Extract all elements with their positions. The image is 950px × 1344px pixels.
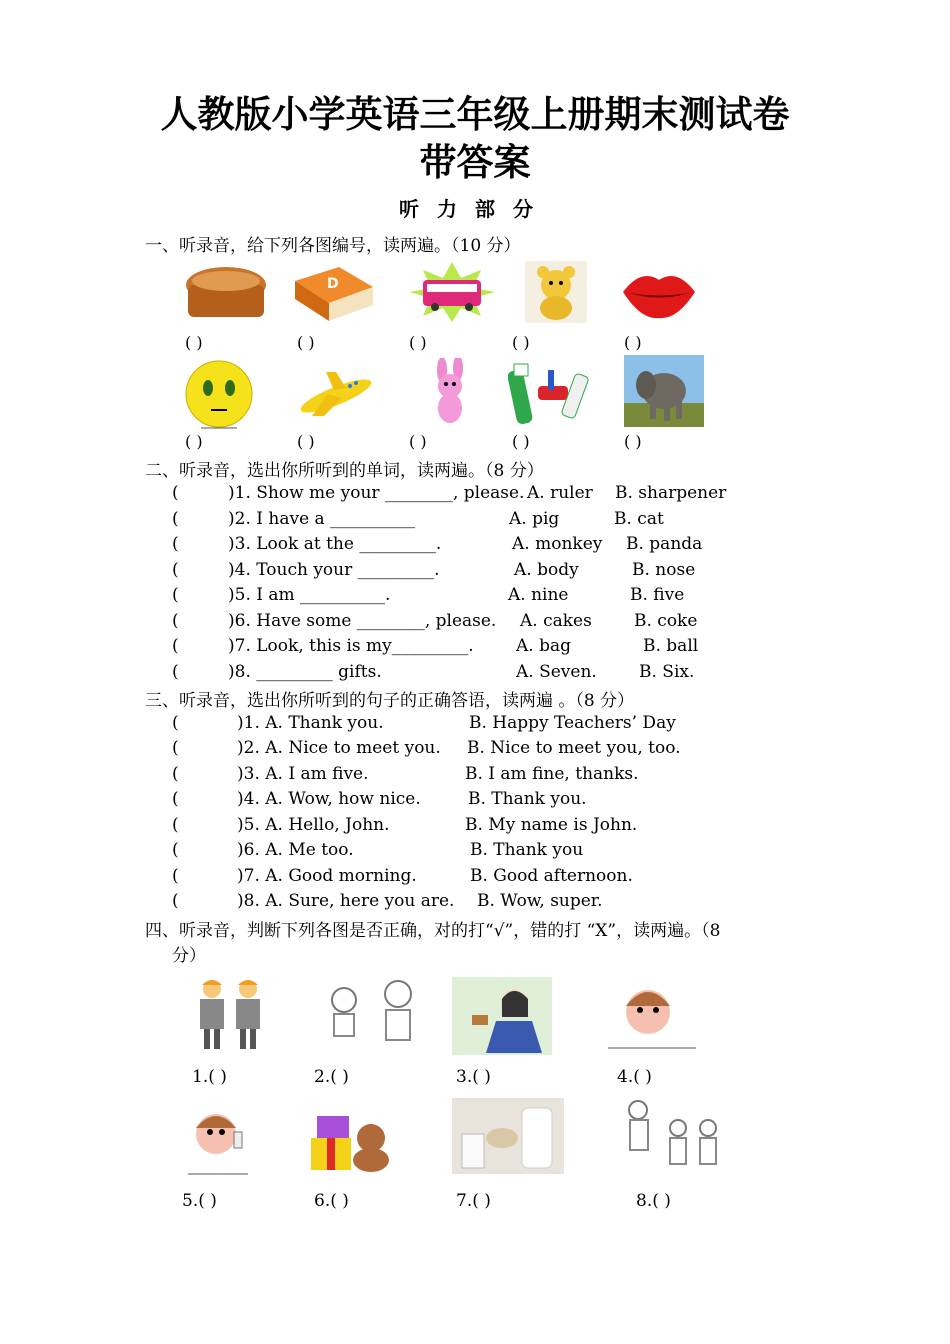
option-a: )5. A. Hello, John. (237, 815, 390, 835)
section-subtitle: 听力部分 (399, 197, 551, 221)
option-a: )3. A. I am five. (237, 764, 369, 784)
answer-blank: ( ) (297, 432, 315, 451)
svg-text:D: D (327, 276, 339, 292)
open-paren: ( (172, 560, 179, 580)
option-b: B. Wow, super. (477, 891, 603, 911)
answer-label-8: 8.( ) (636, 1191, 671, 1211)
option-b: B. I am fine, thanks. (465, 764, 639, 784)
section4-heading-cont: 分） (172, 946, 206, 966)
option-a: )2. A. Nice to meet you. (237, 738, 441, 758)
question-text: )7. Look, this is my_________. (228, 636, 474, 656)
option-a: A. Seven. (516, 662, 597, 682)
open-paren: ( (172, 764, 179, 784)
option-b: B. Good afternoon. (470, 866, 633, 886)
open-paren: ( (172, 585, 179, 605)
open-paren: ( (172, 891, 179, 911)
question-text: )1. Show me your ________, please. (228, 483, 525, 503)
option-a: A. ruler (527, 483, 593, 503)
open-paren: ( (172, 636, 179, 656)
bear-image (525, 261, 587, 323)
question-text: )8. _________ gifts. (228, 662, 382, 682)
answer-blank: ( ) (297, 333, 315, 352)
bread-image (180, 263, 272, 323)
option-b: B. ball (643, 636, 699, 656)
boy-phone-image (188, 1104, 252, 1176)
option-b: B. Thank you. (468, 789, 587, 809)
option-b: B. Thank you (470, 840, 584, 860)
boy-face-image (608, 978, 696, 1050)
option-b: B. Six. (639, 662, 695, 682)
option-a: A. body (514, 560, 579, 580)
open-paren: ( (172, 840, 179, 860)
option-b: B. nose (632, 560, 696, 580)
answer-label-5: 5.( ) (182, 1191, 217, 1211)
question-text: )4. Touch your _________. (228, 560, 440, 580)
gifts-image (307, 1108, 397, 1174)
open-paren: ( (172, 738, 179, 758)
answer-label-7: 7.( ) (456, 1191, 491, 1211)
mouth-image (619, 268, 699, 320)
answer-label-6: 6.( ) (314, 1191, 349, 1211)
pens-image (508, 360, 596, 426)
answer-blank: ( ) (624, 333, 642, 352)
answer-label-1: 1.( ) (192, 1067, 227, 1087)
question-text: )5. I am __________. (228, 585, 391, 605)
question-text: )2. I have a __________ (228, 509, 416, 529)
elephant-image (624, 355, 704, 427)
open-paren: ( (172, 662, 179, 682)
answer-blank: ( ) (409, 333, 427, 352)
answer-blank: ( ) (512, 432, 530, 451)
page-title: 人教版小学英语三年级上册期末测试卷 (160, 93, 790, 136)
answer-blank: ( ) (512, 333, 530, 352)
option-a: )1. A. Thank you. (237, 713, 384, 733)
option-b: B. five (630, 585, 685, 605)
option-a: A. nine (508, 585, 569, 605)
option-a: A. bag (516, 636, 571, 656)
answer-blank: ( ) (185, 333, 203, 352)
question-text: )6. Have some ________, please. (228, 611, 497, 631)
open-paren: ( (172, 483, 179, 503)
girl-eating-image (452, 977, 552, 1055)
section4-heading: 四、听录音，判断下列各图是否正确，对的打“√”，错的打 “X”，读两遍。（8 (145, 921, 721, 941)
option-a: )8. A. Sure, here you are. (237, 891, 455, 911)
open-paren: ( (172, 509, 179, 529)
answer-label-4: 4.( ) (617, 1067, 652, 1087)
answer-blank: ( ) (409, 432, 427, 451)
section2-heading: 二、听录音，选出你所听到的单词，读两遍。（8 分） (145, 461, 544, 481)
open-paren: ( (172, 534, 179, 554)
question-text: )3. Look at the _________. (228, 534, 442, 554)
people-image (622, 1098, 726, 1176)
option-a: )6. A. Me too. (237, 840, 354, 860)
option-a: A. pig (509, 509, 560, 529)
face-image (183, 358, 255, 430)
option-a: A. monkey (512, 534, 603, 554)
answer-label-2: 2.( ) (314, 1067, 349, 1087)
section1-heading: 一、听录音，给下列各图编号，读两遍。（10 分） (145, 236, 521, 256)
page-title-line2: 带答案 (419, 141, 531, 184)
section3-heading: 三、听录音，选出你所听到的句子的正确答语，读两遍 。（8 分） (145, 691, 635, 711)
milk-image (452, 1098, 564, 1174)
option-a: A. cakes (520, 611, 592, 631)
book-image (287, 263, 377, 325)
answer-label-3: 3.( ) (456, 1067, 491, 1087)
option-b: B. panda (626, 534, 703, 554)
open-paren: ( (172, 789, 179, 809)
rabbit-image (418, 358, 482, 426)
open-paren: ( (172, 866, 179, 886)
bus-image (409, 262, 495, 322)
option-b: B. coke (634, 611, 698, 631)
kids-image (318, 980, 428, 1052)
open-paren: ( (172, 815, 179, 835)
option-b: B. sharpener (615, 483, 727, 503)
option-b: B. Nice to meet you, too. (467, 738, 681, 758)
answer-blank: ( ) (624, 432, 642, 451)
option-a: )7. A. Good morning. (237, 866, 417, 886)
option-b: B. cat (614, 509, 664, 529)
option-b: B. My name is John. (465, 815, 638, 835)
students-image (190, 975, 272, 1055)
option-b: B. Happy Teachers’ Day (469, 713, 676, 733)
option-a: )4. A. Wow, how nice. (237, 789, 421, 809)
answer-blank: ( ) (185, 432, 203, 451)
open-paren: ( (172, 611, 179, 631)
plane-image (294, 364, 376, 426)
open-paren: ( (172, 713, 179, 733)
